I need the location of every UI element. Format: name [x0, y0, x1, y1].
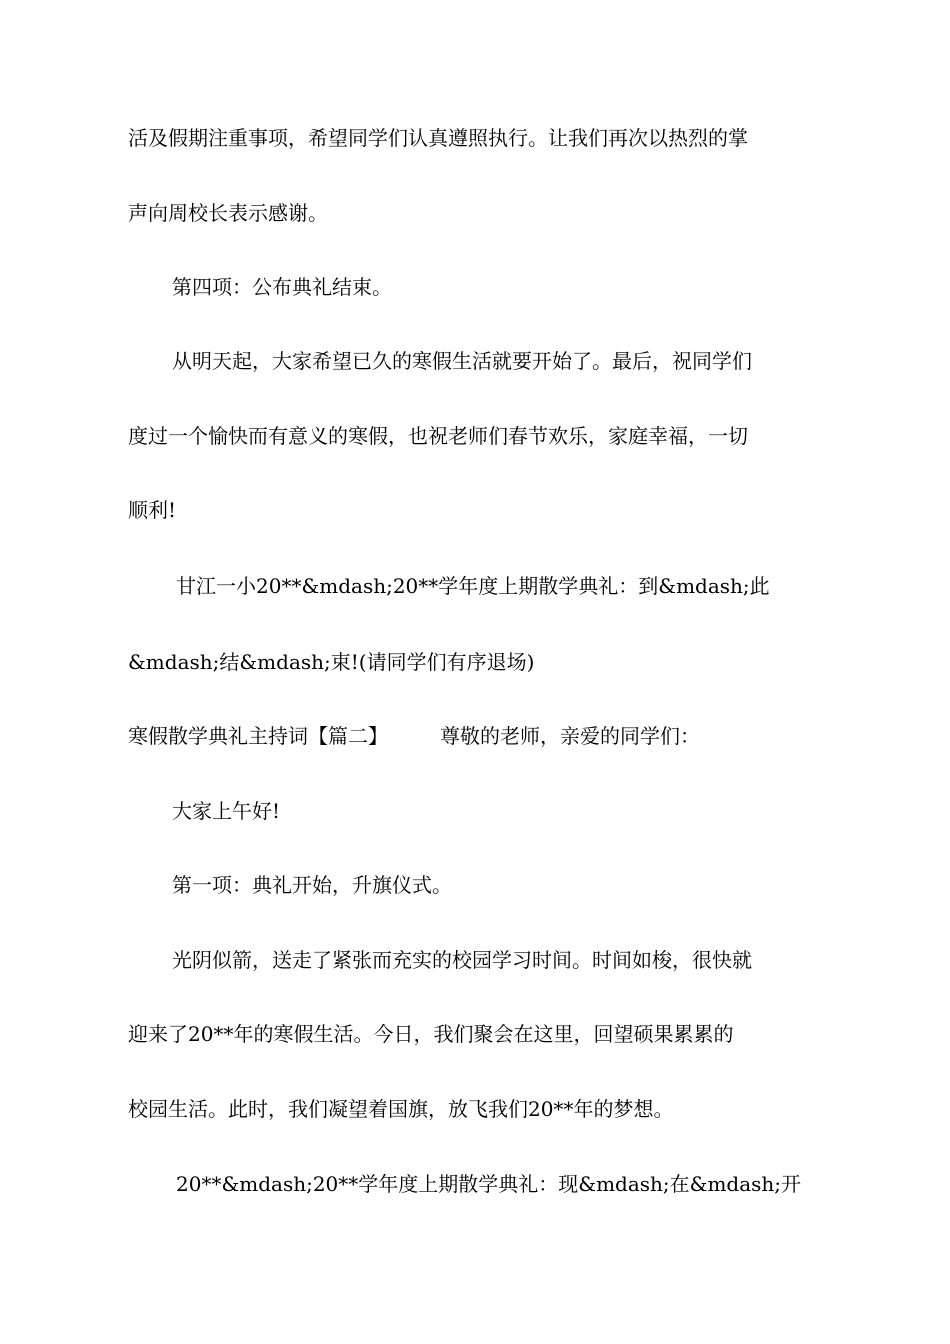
paragraph-line: 大家上午好!	[172, 799, 281, 823]
paragraph-line: 迎来了20**年的寒假生活。今日，我们聚会在这里，回望硕果累累的	[128, 1022, 734, 1046]
paragraph-line: 第一项：典礼开始，升旗仪式。	[172, 873, 452, 897]
paragraph-line: 校园生活。此时，我们凝望着国旗，放飞我们20**年的梦想。	[128, 1097, 674, 1121]
salutation: 尊敬的老师，亲爱的同学们：	[440, 724, 700, 748]
paragraph-line: &mdash;结&mdash;束!(请同学们有序退场)	[128, 650, 535, 674]
paragraph-line: 20**&mdash;20**学年度上期散学典礼：现&mdash;在&mdash;开	[176, 1172, 802, 1196]
section-heading: 寒假散学典礼主持词【篇二】	[128, 724, 388, 748]
paragraph-line: 光阴似箭，送走了紧张而充实的校园学习时间。时间如梭，很快就	[172, 948, 752, 972]
paragraph-line: 活及假期注重事项，希望同学们认真遵照执行。让我们再次以热烈的掌	[128, 126, 748, 150]
section-heading-line	[128, 722, 828, 750]
paragraph-line: 从明天起，大家希望已久的寒假生活就要开始了。最后，祝同学们	[172, 349, 752, 373]
paragraph-line: 声向周校长表示感谢。	[128, 201, 328, 225]
paragraph-line: 甘江一小20**&mdash;20**学年度上期散学典礼：到&mdash;此	[176, 574, 770, 598]
paragraph-line: 第四项：公布典礼结束。	[172, 275, 392, 299]
paragraph-line: 度过一个愉快而有意义的寒假，也祝老师们春节欢乐，家庭幸福，一切	[128, 424, 748, 448]
paragraph-line: 顺利!	[128, 498, 177, 522]
